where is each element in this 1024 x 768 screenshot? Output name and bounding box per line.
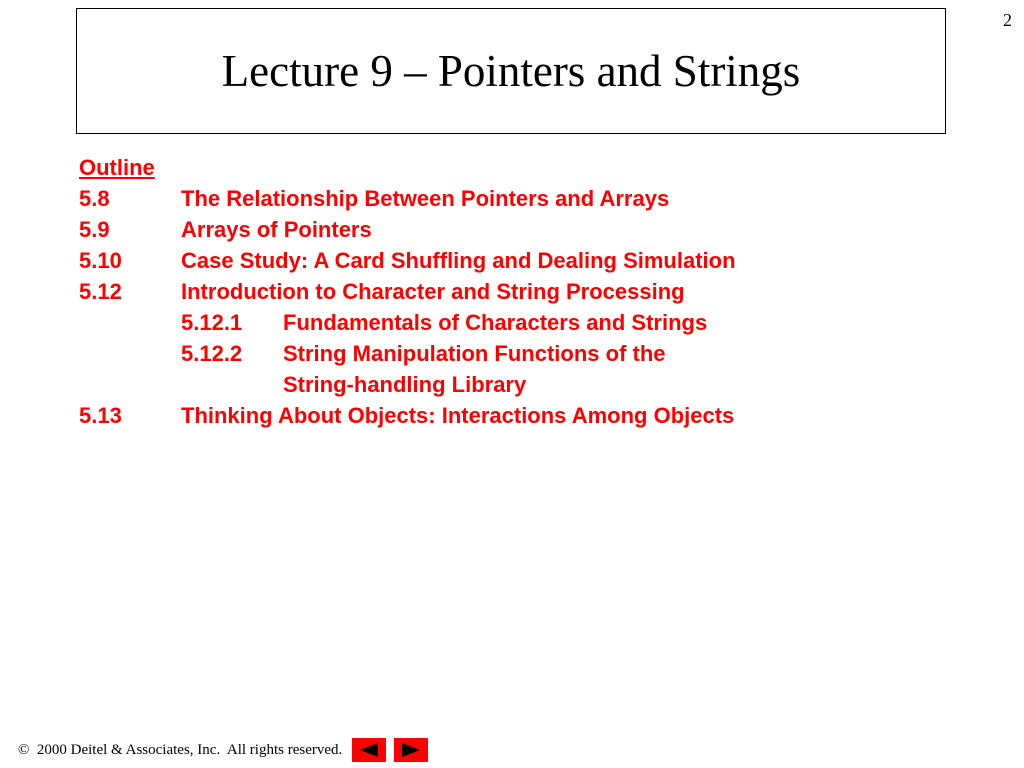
triangle-right-icon — [400, 742, 422, 758]
outline-subitem-continuation-text: String-handling Library — [283, 372, 527, 397]
outline-item-number: 5.13 — [79, 403, 122, 428]
indent-spacer — [181, 369, 283, 400]
outline-subitem — [79, 307, 736, 338]
slide-title: Lecture 9 – Pointers and Strings — [221, 46, 801, 96]
outline-item-number: 5.10 — [79, 248, 122, 273]
title-box — [76, 8, 946, 134]
outline-item-text: Case Study: A Card Shuffling and Dealing Simulation — [181, 248, 736, 273]
outline — [79, 152, 736, 431]
outline-heading: Outline — [79, 155, 155, 180]
outline-subitem-number: 5.12.1 — [181, 310, 243, 335]
copyright-notice: © 2000 Deitel & Associates, Inc. All rights reserved. — [18, 741, 343, 758]
outline-item-text: Thinking About Objects: Interactions Among Objects — [181, 403, 735, 428]
next-slide-button[interactable] — [394, 738, 428, 762]
footer — [18, 738, 428, 762]
page-number: 2 — [1003, 10, 1012, 30]
outline-item-number: 5.8 — [79, 186, 110, 211]
outline-item — [79, 400, 736, 431]
outline-subitem-continuation — [79, 369, 736, 400]
outline-item — [79, 245, 736, 276]
outline-subitem-text: String Manipulation Functions of the — [283, 341, 666, 366]
previous-slide-button[interactable] — [352, 738, 386, 762]
indent-spacer — [79, 338, 181, 369]
outline-subitem-number: 5.12.2 — [181, 341, 243, 366]
outline-item-text: Arrays of Pointers — [181, 217, 372, 242]
outline-item-number: 5.9 — [79, 217, 110, 242]
outline-subitem-text: Fundamentals of Characters and Strings — [283, 310, 708, 335]
outline-item — [79, 214, 736, 245]
outline-item — [79, 276, 736, 307]
outline-subitem — [79, 338, 736, 369]
outline-item-text: Introduction to Character and String Processing — [181, 279, 685, 304]
outline-item — [79, 183, 736, 214]
indent-spacer — [79, 369, 181, 400]
indent-spacer — [79, 307, 181, 338]
outline-item-number: 5.12 — [79, 279, 122, 304]
triangle-left-icon — [358, 742, 380, 758]
outline-item-text: The Relationship Between Pointers and Arrays — [181, 186, 670, 211]
